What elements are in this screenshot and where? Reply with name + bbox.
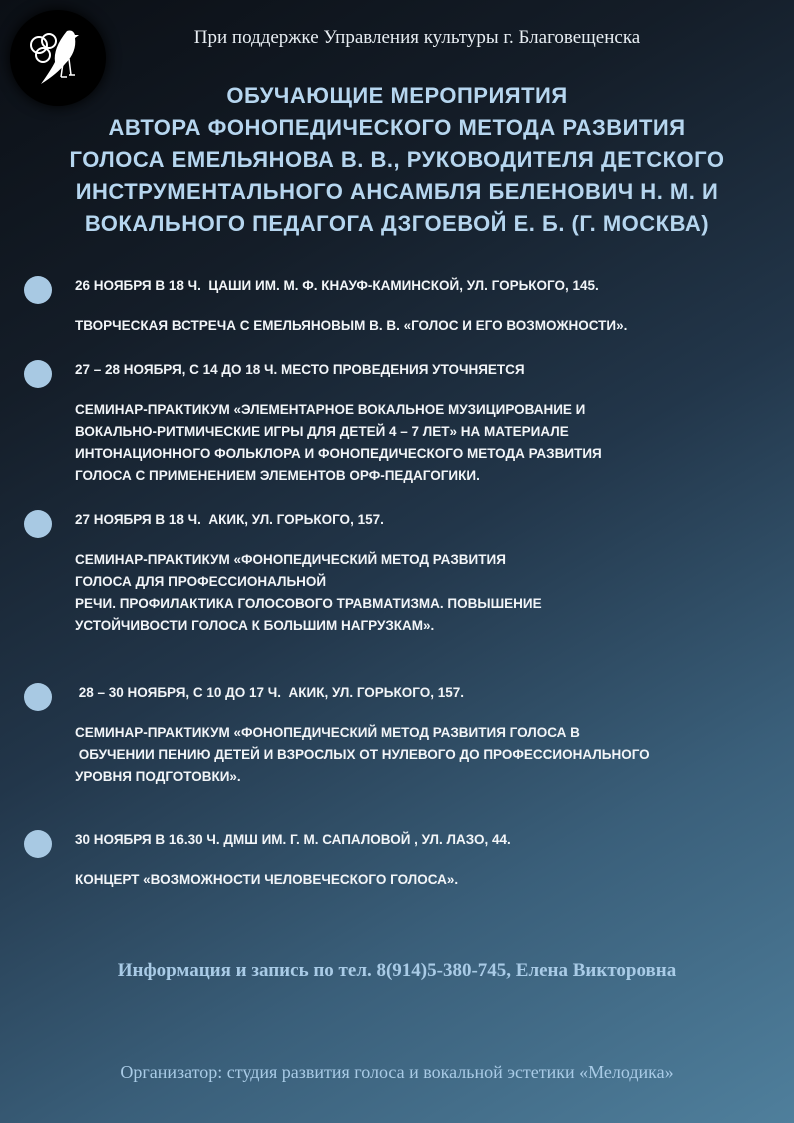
organizer: Организатор: студия развития голоса и вокальной эстетики «Мелодика» xyxy=(120,1062,674,1082)
title-line: ГОЛОСА ЕМЕЛЬЯНОВА В. В., РУКОВОДИТЕЛЯ ДЕТСКОГО xyxy=(69,147,725,172)
event-when: 26 НОЯБРЯ В 18 Ч. ЦАШИ ИМ. М. Ф. КНАУФ-КАМИНСКОЙ, УЛ. ГОРЬКОГО, 145. xyxy=(75,278,599,293)
description-line: ГОЛОСА ДЛЯ ПРОФЕССИОНАЛЬНОЙ xyxy=(75,574,327,589)
description-line: ГОЛОСА С ПРИМЕНЕНИЕМ ЭЛЕМЕНТОВ ОРФ-ПЕДАГОГИКИ. xyxy=(75,468,480,483)
event-item xyxy=(75,362,602,487)
description-line: СЕМИНАР-ПРАКТИКУМ «ФОНОПЕДИЧЕСКИЙ МЕТОД РАЗВИТИЯ xyxy=(75,552,506,567)
contact-info: Информация и запись по тел. 8(914)5-380-745, Елена Викторовна xyxy=(117,960,677,981)
event-description xyxy=(75,869,511,891)
event-description xyxy=(75,722,650,788)
title-line: ИНСТРУМЕНТАЛЬНОГО АНСАМБЛЯ БЕЛЕНОВИЧ Н. М. И xyxy=(75,179,719,204)
page-title xyxy=(0,80,794,240)
description-line: ТВОРЧЕСКАЯ ВСТРЕЧА С ЕМЕЛЬЯНОВЫМ В. В. «ГОЛОС И ЕГО ВОЗМОЖНОСТИ». xyxy=(75,318,628,333)
event-when: 28 – 30 НОЯБРЯ, С 10 ДО 17 Ч. АКИК, УЛ. ГОРЬКОГО, 157. xyxy=(75,685,465,700)
bullet-icon xyxy=(24,683,52,711)
description-line: РЕЧИ. ПРОФИЛАКТИКА ГОЛОСОВОГО ТРАВМАТИЗМА. ПОВЫШЕНИЕ xyxy=(75,596,542,611)
description-line: УСТОЙЧИВОСТИ ГОЛОСА К БОЛЬШИМ НАГРУЗКАМ». xyxy=(75,618,435,633)
description-line: КОНЦЕРТ «ВОЗМОЖНОСТИ ЧЕЛОВЕЧЕСКОГО ГОЛОСА». xyxy=(75,872,459,887)
description-line: ИНТОНАЦИОННОГО ФОЛЬКЛОРА И ФОНОПЕДИЧЕСКОГО МЕТОДА РАЗВИТИЯ xyxy=(75,446,602,461)
event-item xyxy=(75,832,511,891)
event-item xyxy=(75,512,542,637)
support-text: При поддержке Управления культуры г. Благовещенска xyxy=(193,27,641,48)
title-line: ОБУЧАЮЩИЕ МЕРОПРИЯТИЯ xyxy=(226,83,568,108)
event-item xyxy=(75,278,627,337)
event-description xyxy=(75,549,542,637)
description-line: ВОКАЛЬНО-РИТМИЧЕСКИЕ ИГРЫ ДЛЯ ДЕТЕЙ 4 – 7 ЛЕТ» НА МАТЕРИАЛЕ xyxy=(75,424,569,439)
description-line: ОБУЧЕНИИ ПЕНИЮ ДЕТЕЙ И ВЗРОСЛЫХ ОТ НУЛЕВОГО ДО ПРОФЕССИОНАЛЬНОГО xyxy=(75,747,650,762)
event-item xyxy=(75,685,650,788)
event-description xyxy=(75,315,627,337)
description-line: СЕМИНАР-ПРАКТИКУМ «ЭЛЕМЕНТАРНОЕ ВОКАЛЬНОЕ МУЗИЦИРОВАНИЕ И xyxy=(75,402,586,417)
title-line: ВОКАЛЬНОГО ПЕДАГОГА ДЗГОЕВОЙ Е. Б. (Г. МОСКВА) xyxy=(84,211,710,236)
event-when: 27 НОЯБРЯ В 18 Ч. АКИК, УЛ. ГОРЬКОГО, 157. xyxy=(75,512,384,527)
title-line: АВТОРА ФОНОПЕДИЧЕСКОГО МЕТОДА РАЗВИТИЯ xyxy=(108,115,686,140)
bullet-icon xyxy=(24,830,52,858)
event-when: 30 НОЯБРЯ В 16.30 Ч. ДМШ ИМ. Г. М. САПАЛОВОЙ , УЛ. ЛАЗО, 44. xyxy=(75,832,511,847)
bullet-icon xyxy=(24,276,52,304)
description-line: СЕМИНАР-ПРАКТИКУМ «ФОНОПЕДИЧЕСКИЙ МЕТОД РАЗВИТИЯ ГОЛОСА В xyxy=(75,725,580,740)
event-when: 27 – 28 НОЯБРЯ, С 14 ДО 18 Ч. МЕСТО ПРОВЕДЕНИЯ УТОЧНЯЕТСЯ xyxy=(75,362,525,377)
event-description xyxy=(75,399,602,487)
bullet-icon xyxy=(24,360,52,388)
description-line: УРОВНЯ ПОДГОТОВКИ». xyxy=(75,769,241,784)
bullet-icon xyxy=(24,510,52,538)
